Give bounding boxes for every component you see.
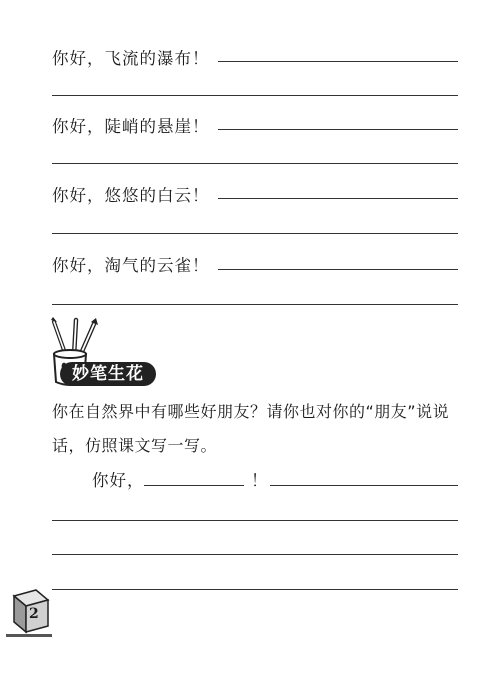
answer-line[interactable]: [52, 95, 458, 96]
answer-line[interactable]: [52, 520, 458, 521]
section-instruction: 你在自然界中有哪些好朋友？请你也对你的“朋友”说说: [52, 402, 450, 421]
prompt-cliff: 你好，陡峭的悬崖！: [52, 117, 210, 136]
template-prefix: 你好，: [92, 471, 145, 490]
answer-line[interactable]: [52, 163, 458, 164]
section-instruction-cont: 话，仿照课文写一写。: [52, 436, 218, 455]
prompt-lark: 你好，淘气的云雀！: [52, 256, 210, 275]
answer-line[interactable]: [52, 554, 458, 555]
answer-line[interactable]: [52, 233, 458, 234]
prompt-cloud: 你好，悠悠的白云！: [52, 186, 210, 205]
page-number: 2: [29, 606, 39, 622]
answer-line[interactable]: [52, 304, 458, 305]
answer-line[interactable]: [218, 198, 458, 199]
answer-line[interactable]: [52, 589, 458, 590]
answer-line[interactable]: [218, 129, 458, 130]
answer-line[interactable]: [218, 61, 458, 62]
template-suffix: ！: [251, 471, 269, 490]
answer-line[interactable]: [270, 485, 458, 486]
page-number-bar: [6, 634, 52, 637]
section-title: 妙笔生花: [60, 362, 156, 386]
friend-name-blank[interactable]: [144, 485, 244, 486]
prompt-waterfall: 你好，飞流的瀑布！: [52, 49, 210, 68]
answer-line[interactable]: [218, 269, 458, 270]
